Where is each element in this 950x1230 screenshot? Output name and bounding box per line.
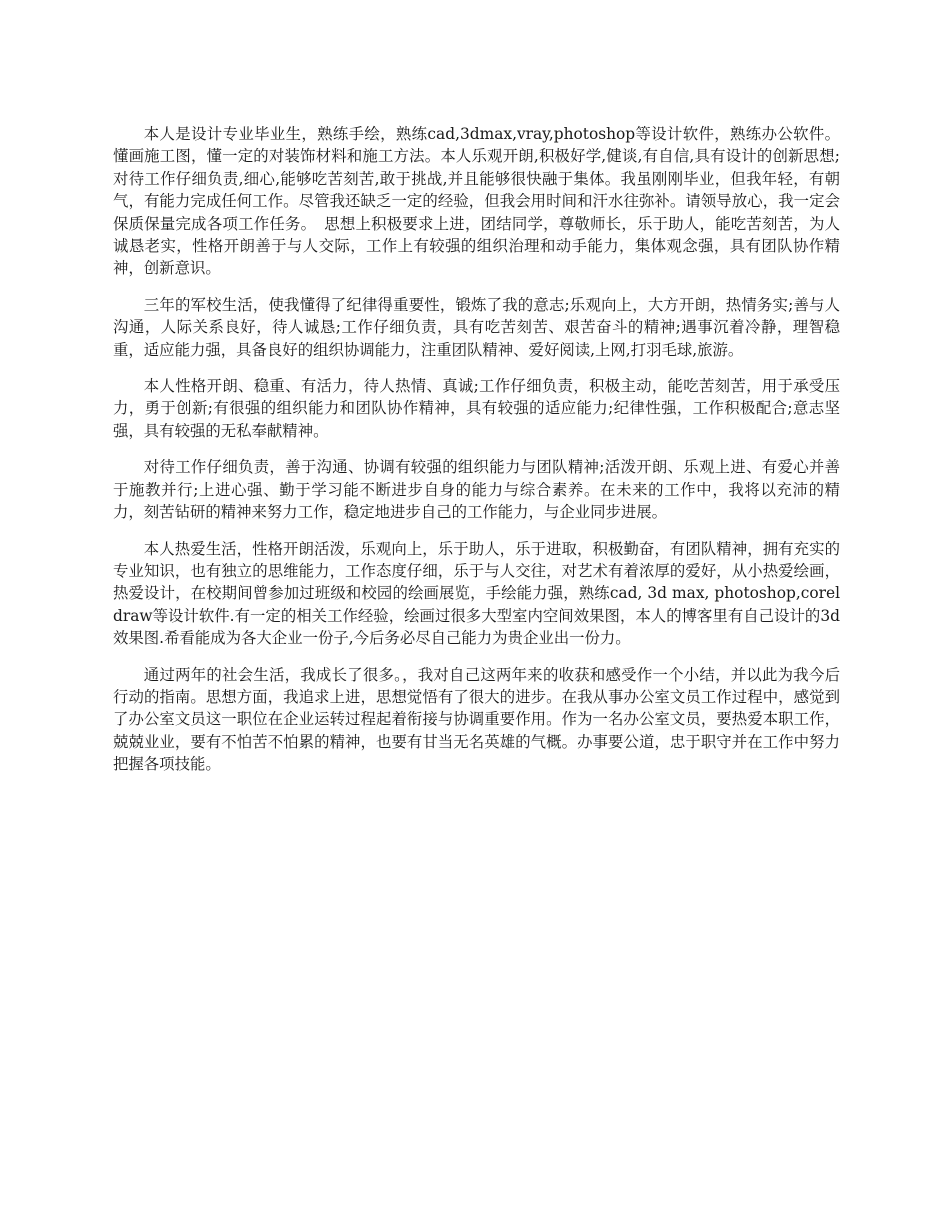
paragraph-1: 本人是设计专业毕业生，熟练手绘，熟练cad,3dmax,vray,photoshop等设计软件，熟练办公软件。懂画施工图，懂一定的对装饰材料和施工方法。本人乐观开朗,积极好学,健谈,有自信,具有设计的创新思想;对待工作仔细负责,细心,能够吃苦刻苦,敢于挑战,并且能够很快融于集体。我虽刚刚毕业，但我年轻，有朝气，有能力完成任何工作。尽管我还缺乏一定的经验，但我会用时间和汗水往弥补。请领导放心，我一定会保质保量完成各项工作任务。 思想上积极要求上进，团结同学，尊敬师长，乐于助人，能吃苦刻苦，为人诚恳老实，性格开朗善于与人交际，工作上有较强的组织治理和动手能力，集体观念强，具有团队协作精神，创新意识。 <box>113 125 840 278</box>
document-page <box>113 123 840 790</box>
paragraph-5: 本人热爱生活，性格开朗活泼，乐观向上，乐于助人，乐于进取，积极勤奋，有团队精神，拥有充实的专业知识，也有独立的思维能力，工作态度仔细，乐于与人交往，对艺术有着浓厚的爱好，从小热爱绘画，热爱设计，在校期间曾参加过班级和校园的绘画展览，手绘能力强，熟练cad, 3d max, photoshop,coreldraw等设计软件.有一定的相关工作经验，绘画过很多大型室内空间效果图，本人的博客里有自己设计的3d效果图.希看能成为各大企业一份子,今后务必尽自己能力为贵企业出一份力。 <box>113 539 840 648</box>
paragraph-4: 对待工作仔细负责，善于沟通、协调有较强的组织能力与团队精神;活泼开朗、乐观上进、有爱心并善于施教并行;上进心强、勤于学习能不断进步自身的能力与综合素养。在未来的工作中，我将以充沛的精力，刻苦钻研的精神来努力工作，稳定地进步自己的工作能力，与企业同步进展。 <box>113 458 840 522</box>
paragraph-6: 通过两年的社会生活，我成长了很多。，我对自己这两年来的收获和感受作一个小结，并以此为我今后行动的指南。思想方面，我追求上进，思想觉悟有了很大的进步。在我从事办公室文员工作过程中，感觉到了办公室文员这一职位在企业运转过程起着衔接与协调重要作用。作为一名办公室文员，要热爱本职工作，兢兢业业，要有不怕苦不怕累的精神，也要有甘当无名英雄的气概。办事要公道，忠于职守并在工作中努力把握各项技能。 <box>113 665 840 774</box>
paragraph-2: 三年的军校生活，使我懂得了纪律得重要性，锻炼了我的意志;乐观向上，大方开朗，热情务实;善与人沟通，人际关系良好，待人诚恳;工作仔细负责，具有吃苦刻苦、艰苦奋斗的精神;遇事沉着冷静，理智稳重，适应能力强，具备良好的组织协调能力，注重团队精神、爱好阅读,上网,打羽毛球,旅游。 <box>113 295 840 359</box>
paragraph-3: 本人性格开朗、稳重、有活力，待人热情、真诚;工作仔细负责，积极主动，能吃苦刻苦，用于承受压力，勇于创新;有很强的组织能力和团队协作精神，具有较强的适应能力;纪律性强，工作积极配合;意志坚强，具有较强的无私奉献精神。 <box>113 377 840 440</box>
